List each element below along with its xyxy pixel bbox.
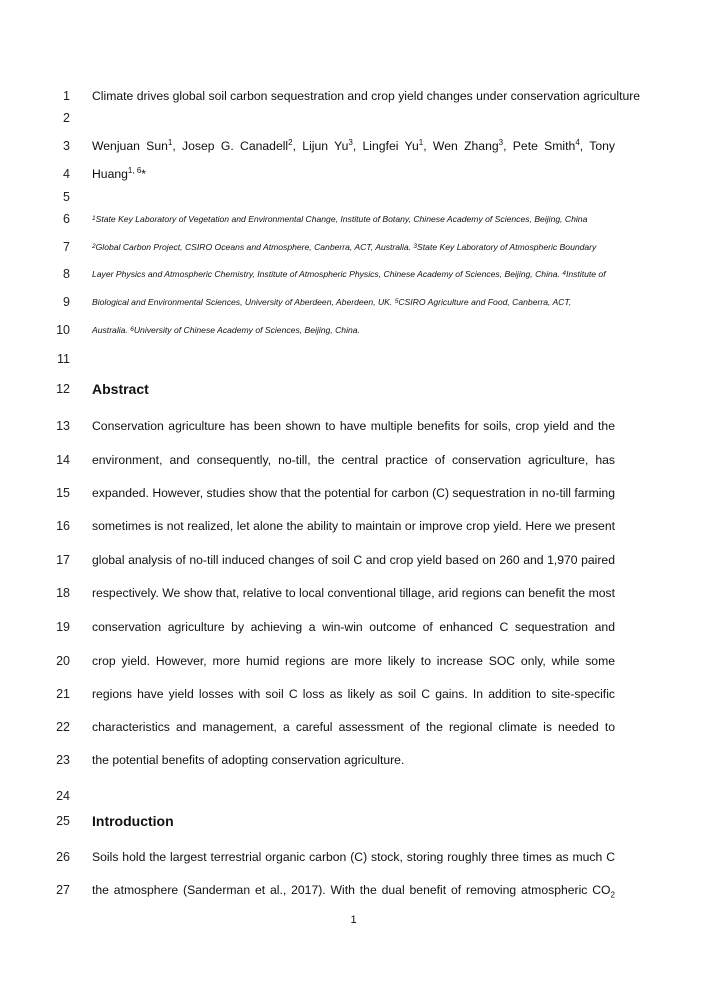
- introduction-heading: Introduction: [92, 813, 174, 829]
- line-number: 22: [56, 720, 70, 734]
- author: Josep G. Canadell$^2$,: [182, 137, 296, 153]
- line-number: 11: [57, 352, 70, 366]
- author: Tony: [589, 139, 615, 153]
- abstract-line: conservation agriculture by achieving a win-win outcome of enhanced C sequestration and: [92, 620, 615, 634]
- abstract-line: Conservation agriculture has been shown to have multiple benefits for soils, crop yield and the: [92, 419, 615, 433]
- affiliation: Layer Physics and Atmospheric Chemistry, Institute of Atmospheric Physics, Chinese Academy of Sciences, Beijing, China. $^4$Institute of: [92, 269, 606, 279]
- author: Wenjuan Sun$^1$,: [92, 137, 176, 153]
- page-number: 1: [350, 914, 357, 926]
- author-list-cont: Huang$^{1, 6}$*: [92, 165, 147, 181]
- line-24: [0, 786, 707, 806]
- line-14: [0, 450, 707, 470]
- line-22: [0, 717, 707, 737]
- line-number: 24: [56, 789, 70, 803]
- line-2: [0, 108, 707, 128]
- affiliation: Australia. $^6$University of Chinese Academy of Sciences, Beijing, China.: [92, 325, 360, 335]
- line-13: [0, 416, 707, 436]
- affiliation: Biological and Environmental Sciences, University of Aberdeen, Aberdeen, UK. $^5$CSIRO Agriculture and Food, Canberra, ACT,: [92, 297, 572, 307]
- corresponding-marker: *: [141, 167, 147, 181]
- line-number: 27: [56, 883, 70, 897]
- line-25: [0, 811, 707, 831]
- abstract-line: environment, and consequently, no-till, the central practice of conservation agriculture, has: [92, 453, 615, 467]
- line-21: [0, 684, 707, 704]
- abstract-line: regions have yield losses with soil C loss as likely as soil C gains. In addition to site-specific: [92, 687, 615, 701]
- line-number: 10: [56, 323, 70, 337]
- affiliation: $^1$State Key Laboratory of Vegetation and Environmental Change, Institute of Botany, Chinese Academy of Sciences, Beijing, China: [92, 214, 588, 224]
- line-20: [0, 651, 707, 671]
- line-18: [0, 583, 707, 603]
- line-27: [0, 880, 707, 900]
- introduction-line: Soils hold the largest terrestrial organic carbon (C) stock, storing roughly three times as much C: [92, 850, 615, 864]
- author: Lingfei Yu$^1$,: [362, 137, 427, 153]
- line-10: [0, 320, 707, 340]
- author: Wen Zhang$^3$,: [432, 137, 507, 153]
- line-number: 20: [56, 654, 70, 668]
- abstract-heading: Abstract: [92, 381, 149, 397]
- abstract-line: expanded. However, studies show that the potential for carbon (C) sequestration in no-till farming: [92, 486, 615, 500]
- line-23: [0, 750, 707, 770]
- line-number: 23: [56, 753, 70, 767]
- line-number: 2: [63, 111, 70, 125]
- author-list: [92, 136, 615, 156]
- line-11: [0, 349, 707, 369]
- line-number: 8: [63, 267, 70, 281]
- line-number: 15: [56, 486, 70, 500]
- line-number: 1: [63, 89, 70, 103]
- line-number: 25: [56, 814, 70, 828]
- line-number: 3: [63, 139, 70, 153]
- line-15: [0, 483, 707, 503]
- line-6: [0, 209, 707, 229]
- line-12: [0, 379, 707, 399]
- line-number: 12: [56, 382, 70, 396]
- line-number: 16: [56, 519, 70, 533]
- line-19: [0, 617, 707, 637]
- abstract-line: respectively. We show that, relative to local conventional tillage, arid regions can benefit the most: [92, 586, 615, 600]
- line-number: 26: [56, 850, 70, 864]
- line-5: [0, 187, 707, 207]
- paper-title: Climate drives global soil carbon sequestration and crop yield changes under conservation agriculture: [92, 89, 641, 103]
- introduction-line: the atmosphere (Sanderman et al., 2017). With the dual benefit of removing atmospheric $CO_2$: [92, 883, 615, 900]
- abstract-line: the potential benefits of adopting conservation agriculture.: [92, 753, 405, 767]
- line-9: [0, 292, 707, 312]
- line-17: [0, 550, 707, 570]
- line-number: 4: [63, 167, 70, 181]
- line-number: 21: [56, 687, 70, 701]
- line-number: 5: [63, 190, 70, 204]
- line-26: [0, 847, 707, 867]
- line-8: [0, 264, 707, 284]
- author: Lijun Yu$^3$,: [302, 137, 357, 153]
- abstract-line: sometimes is not realized, let alone the ability to maintain or improve crop yield. Here we present: [92, 519, 615, 533]
- line-number: 6: [63, 212, 70, 226]
- author: Pete Smith$^4$,: [512, 137, 584, 153]
- line-1: [0, 86, 707, 106]
- line-3: [0, 136, 707, 156]
- line-7: [0, 237, 707, 257]
- affiliation: $^2$Global Carbon Project, CSIRO Oceans and Atmosphere, Canberra, ACT, Australia. $^3$State Key Laboratory of Atmospheric Boundary: [92, 242, 597, 252]
- abstract-line: global analysis of no-till induced changes of soil C and crop yield based on 260 and 1,970 paired: [92, 553, 615, 567]
- line-number: 17: [56, 553, 70, 567]
- line-16: [0, 516, 707, 536]
- abstract-line: crop yield. However, more humid regions are more likely to increase SOC only, while some: [92, 654, 615, 668]
- line-number: 14: [56, 453, 70, 467]
- line-number: 19: [56, 620, 70, 634]
- line-number: 9: [63, 295, 70, 309]
- line-number: 7: [63, 240, 70, 254]
- abstract-line: characteristics and management, a careful assessment of the regional climate is needed to: [92, 720, 615, 734]
- line-4: [0, 164, 707, 184]
- line-number: 13: [56, 419, 70, 433]
- line-number: 18: [56, 586, 70, 600]
